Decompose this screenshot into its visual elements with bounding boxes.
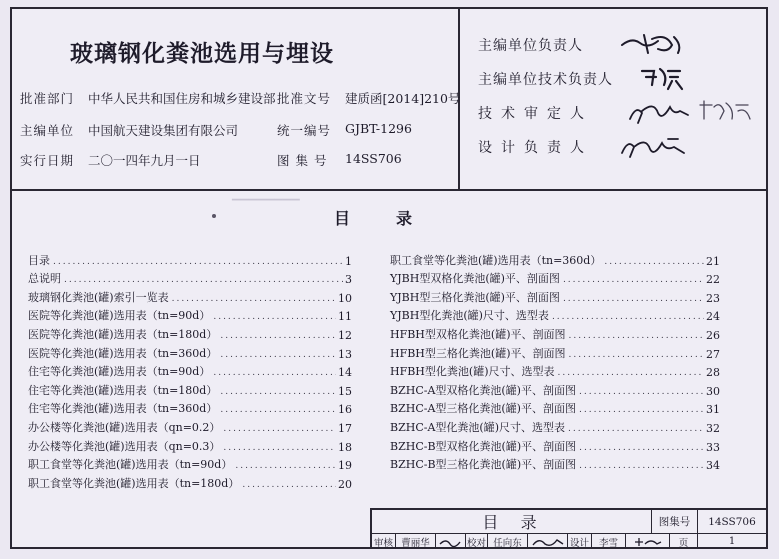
approval-dept: 中华人民共和国住房和城乡建设部 (88, 91, 276, 106)
responsible-technical: 主编单位技术负责人 (478, 72, 613, 88)
toc-entry[interactable] (28, 342, 352, 361)
toc-leader-dots (172, 294, 336, 304)
toc-leader-dots (579, 387, 704, 397)
toc-entry-title: 住宅等化粪池(罐)选用表（tn=180d） (28, 383, 218, 397)
title-block-design-label: 设计 (568, 534, 592, 549)
checker-signature-icon (531, 536, 565, 548)
toc-left-column (28, 249, 352, 491)
toc-heading-char-2: 录 (396, 209, 413, 228)
toc-entry-title: 职工食堂等化粪池(罐)选用表（tn=360d） (390, 253, 602, 267)
toc-entry[interactable] (390, 249, 720, 268)
toc-entry-title: HFBH型双格化粪池(罐)平、剖面图 (390, 327, 566, 341)
atlas-no-label: 图 集 号 (277, 153, 328, 168)
toc-entry-page: 32 (706, 421, 720, 435)
toc-entry-page: 14 (338, 366, 352, 380)
effective-date: 二〇一四年九月一日 (88, 153, 201, 168)
approval-doc-label: 批准文号 (277, 91, 332, 106)
toc-leader-dots (568, 331, 704, 341)
toc-entry[interactable] (28, 268, 352, 287)
toc-entry-page: 3 (345, 273, 352, 287)
toc-entry-title: 总说明 (28, 272, 61, 286)
reviewer-signature-icon (438, 536, 464, 548)
toc-entry[interactable] (390, 398, 720, 417)
toc-entry-page: 16 (338, 403, 352, 417)
toc-entry-page: 12 (338, 328, 352, 342)
toc-leader-dots (53, 257, 343, 267)
toc-entry[interactable] (28, 323, 352, 342)
toc-leader-dots (220, 331, 336, 341)
toc-entry-title: 职工食堂等化粪池(罐)选用表（tn=180d） (28, 476, 240, 490)
toc-entry[interactable] (390, 305, 720, 324)
toc-entry[interactable] (390, 361, 720, 380)
toc-entry-page: 13 (338, 347, 352, 361)
toc-entry-title: 办公楼等化粪池(罐)选用表（qn=0.3） (28, 439, 221, 453)
toc-leader-dots (213, 368, 336, 378)
toc-entry-page: 23 (706, 291, 720, 305)
signature-technical (638, 65, 684, 91)
toc-entry-title: BZHC-B型双格化粪池(罐)平、剖面图 (390, 439, 577, 453)
toc-entry-page: 27 (706, 347, 720, 361)
toc-entry-title: 办公楼等化粪池(罐)选用表（qn=0.2） (28, 420, 221, 434)
signature-reviewers (628, 97, 758, 127)
title-block (370, 508, 766, 547)
toc-entry-page: 21 (706, 254, 720, 268)
toc-entry-page: 31 (706, 403, 720, 417)
responsible-reviewer: 技术审定人 (478, 106, 593, 122)
toc-entry-page: 11 (338, 310, 352, 324)
toc-entry[interactable] (28, 416, 352, 435)
toc-entry-page: 34 (706, 459, 720, 473)
toc-right-column (390, 249, 720, 472)
toc-leader-dots (223, 443, 336, 453)
title-block-atlas-no: 14SS706 (698, 510, 766, 534)
toc-leader-dots (223, 424, 336, 434)
toc-heading-char-1: 目 (334, 209, 351, 228)
toc-entry-page: 28 (706, 366, 720, 380)
toc-entry-page: 17 (338, 421, 352, 435)
unified-no-label: 统一编号 (277, 123, 332, 138)
toc-entry-page: 1 (345, 254, 352, 268)
toc-entry[interactable] (390, 454, 720, 473)
toc-leader-dots (220, 350, 336, 360)
toc-entry[interactable] (390, 323, 720, 342)
toc-leader-dots (563, 294, 704, 304)
title-block-atlas-label: 图集号 (652, 510, 698, 534)
toc-entry[interactable] (28, 472, 352, 491)
toc-leader-dots (242, 480, 336, 490)
toc-leader-dots (568, 424, 704, 434)
toc-leader-dots (563, 275, 704, 285)
toc-entry-title: YJBH型三格化粪池(罐)平、剖面图 (390, 290, 560, 304)
toc-entry[interactable] (390, 379, 720, 398)
approval-doc-no: 建质函[2014]210号 (345, 91, 461, 106)
toc-leader-dots (552, 312, 704, 322)
title-block-check-label: 校对 (466, 534, 488, 549)
toc-entry[interactable] (390, 416, 720, 435)
toc-entry[interactable] (390, 268, 720, 287)
responsible-designer: 设计负责人 (478, 140, 593, 156)
speck-mark (212, 214, 216, 218)
toc-entry-title: YJBH型化粪池(罐)尺寸、选型表 (390, 309, 549, 323)
title-block-page-no: 1 (728, 536, 736, 547)
toc-leader-dots (235, 461, 336, 471)
toc-entry-page: 15 (338, 384, 352, 398)
toc-entry-page: 10 (338, 291, 352, 305)
title-block-checker-signature (528, 534, 568, 549)
effective-date-label: 实行日期 (20, 153, 75, 168)
document-title: 玻璃钢化粪池选用与埋设 (70, 41, 334, 67)
toc-entry[interactable] (28, 286, 352, 305)
designer-signature-icon (633, 536, 663, 548)
toc-leader-dots (579, 443, 704, 453)
toc-entry[interactable] (28, 305, 352, 324)
toc-entry-title: 医院等化粪池(罐)选用表（tn=360d） (28, 346, 218, 360)
toc-entry-page: 24 (706, 310, 720, 324)
title-block-designer: 李雪 (592, 534, 626, 549)
toc-entry-title: 目录 (28, 253, 50, 267)
toc-entry-title: HFBH型三格化粪池(罐)平、剖面图 (390, 346, 566, 360)
atlas-no: 14SS706 (345, 151, 402, 166)
toc-entry-title: 玻璃钢化粪池(罐)索引一览表 (28, 290, 169, 304)
approval-dept-label: 批准部门 (20, 91, 75, 106)
toc-entry-page: 22 (706, 273, 720, 287)
toc-entry-page: 18 (338, 440, 352, 454)
toc-entry[interactable] (28, 454, 352, 473)
signature-panel (460, 9, 766, 191)
title-block-reviewer: 曹丽华 (396, 534, 436, 549)
toc-entry[interactable] (390, 342, 720, 361)
toc-entry-page: 19 (338, 459, 352, 473)
title-block-drawing-title: 目 录 (372, 510, 652, 534)
toc-entry-title: 医院等化粪池(罐)选用表（tn=180d） (28, 327, 218, 341)
toc-entry-page: 33 (706, 440, 720, 454)
toc-leader-dots (557, 368, 704, 378)
chief-unit: 中国航天建设集团有限公司 (88, 123, 239, 138)
toc-leader-dots (604, 257, 704, 267)
unified-no: GJBT-1296 (345, 121, 412, 136)
title-block-page-label: 页 (670, 534, 698, 549)
title-block-reviewer-signature (436, 534, 466, 549)
title-block-review-label: 审核 (372, 534, 396, 549)
toc-entry-title: 医院等化粪池(罐)选用表（tn=90d） (28, 309, 211, 323)
toc-entry-title: 职工食堂等化粪池(罐)选用表（tn=90d） (28, 458, 233, 472)
toc-entry[interactable] (390, 286, 720, 305)
toc-entry-title: 住宅等化粪池(罐)选用表（tn=360d） (28, 402, 218, 416)
signature-chief-unit (618, 31, 688, 57)
drawing-sheet (10, 7, 768, 549)
toc-entry-page: 20 (338, 477, 352, 491)
toc-entry-title: YJBH型双格化粪池(罐)平、剖面图 (390, 272, 560, 286)
toc-entry-title: 住宅等化粪池(罐)选用表（tn=90d） (28, 365, 211, 379)
toc-entry[interactable] (28, 398, 352, 417)
toc-leader-dots (220, 405, 336, 415)
toc-entry[interactable] (28, 249, 352, 268)
toc-entry-title: BZHC-B型三格化粪池(罐)平、剖面图 (390, 458, 577, 472)
title-block-designer-signature (626, 534, 670, 549)
header-info-panel (12, 9, 460, 191)
responsible-chief-unit: 主编单位负责人 (478, 38, 583, 54)
signature-designer (620, 133, 700, 161)
toc-entry[interactable] (28, 379, 352, 398)
toc-entry-title: HFBH型化粪池(罐)尺寸、选型表 (390, 365, 555, 379)
toc-leader-dots (64, 275, 343, 285)
toc-entry[interactable] (390, 435, 720, 454)
toc-entry-title: BZHC-A型双格化粪池(罐)平、剖面图 (390, 383, 576, 397)
toc-leader-dots (579, 461, 704, 471)
toc-entry-title: BZHC-A型三格化粪池(罐)平、剖面图 (390, 402, 576, 416)
toc-leader-dots (579, 405, 704, 415)
chief-unit-label: 主编单位 (20, 123, 75, 138)
toc-entry[interactable] (28, 361, 352, 380)
title-block-checker: 任向东 (488, 534, 528, 549)
toc-entry[interactable] (28, 435, 352, 454)
bleed-through-text: ▔▔▔▔▔▔▔▔ (232, 199, 300, 212)
toc-entry-title: BZHC-A型化粪池(罐)尺寸、选型表 (390, 420, 565, 434)
toc-leader-dots (568, 350, 704, 360)
toc-leader-dots (213, 312, 336, 322)
toc-entry-page: 26 (706, 328, 720, 342)
toc-entry-page: 30 (706, 384, 720, 398)
toc-leader-dots (220, 387, 336, 397)
